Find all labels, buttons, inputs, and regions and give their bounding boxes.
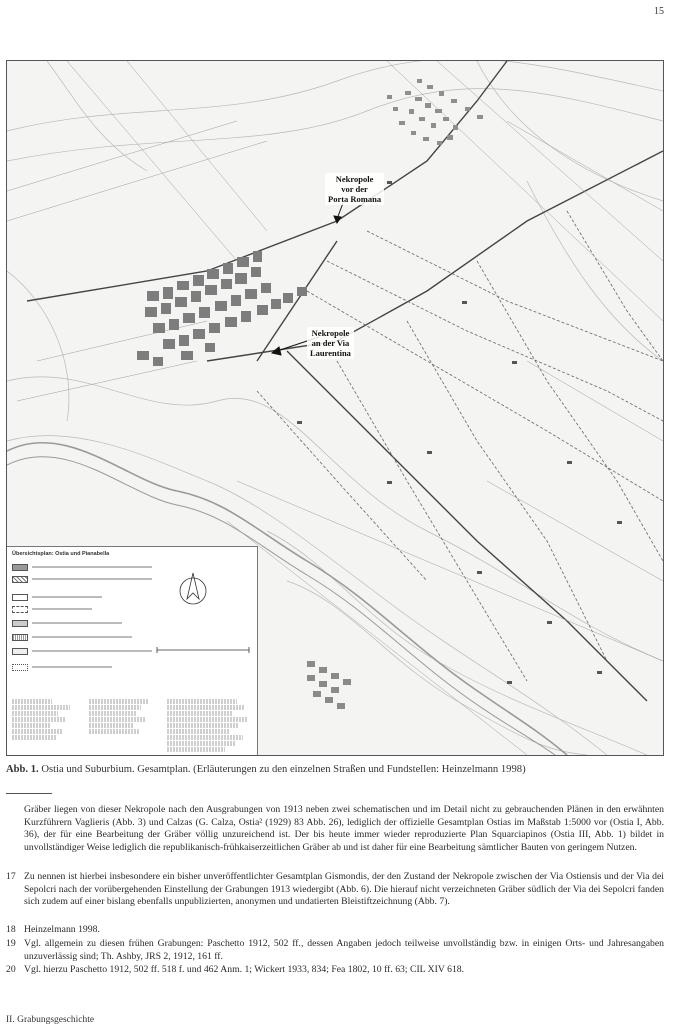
- legend-row: [12, 647, 152, 655]
- site-plan-figure: [6, 60, 664, 756]
- label-nekropole-porta-romana: Nekropole vor der Porta Romana: [325, 173, 384, 205]
- legend-row: [12, 593, 102, 601]
- caption-figure-number: Abb. 1.: [6, 764, 39, 775]
- legend-row: [12, 633, 132, 641]
- label-nekropole-via-laurentina: Nekropole an der Via Laurentina: [307, 327, 354, 359]
- legend-row: [12, 619, 122, 627]
- footnote-rule: [6, 793, 52, 794]
- legend-row: [12, 575, 152, 583]
- figure-caption: [6, 764, 666, 775]
- legend-column: [89, 699, 161, 735]
- legend-row: [12, 663, 112, 671]
- footnote-text: Zu nennen ist hierbei insbesondere ein bisher unveröffentlichter Gesamtplan Gismondis, der den Zustand der Nekropole zwischen der Via Ostiensis und der Via dei Sepolcri nach der vorübergehenden Einstellung der Grabungen 1913 wiedergibt (Abb. 6). Die hierauf nicht verzeichneten Gräber südlich der Via dei Sepolcri fanden sich zudem auf einer bislang ebenfalls unpublizierten, anonymen und undatierten Bleistiftzeichnung (Abb. 7).: [24, 871, 664, 907]
- page-number: 15: [654, 6, 664, 17]
- scale-bar: [155, 645, 251, 655]
- footnote-number: 17: [6, 871, 16, 882]
- footnote-number: 20: [6, 964, 16, 975]
- footnote-text: Heinzelmann 1998.: [24, 924, 100, 935]
- legend-column: [12, 699, 84, 741]
- north-arrow-icon: [175, 569, 211, 609]
- legend-row: [12, 563, 152, 571]
- footnote-number: 19: [6, 938, 16, 949]
- footnote-text: Vgl. allgemein zu diesen frühen Grabungen: Paschetto 1912, 502 ff., dessen Angaben jedoch teilweise unvollständig bzw. in einigen Orts- und Jahresangaben unzuverlässig sind; Th. Ashby, JRS 2, 1912, 161 ff.: [24, 938, 664, 962]
- footnote-number: 18: [6, 924, 16, 935]
- map-legend: [7, 546, 258, 755]
- legend-row: [12, 605, 92, 613]
- footnote-text: Vgl. hierzu Paschetto 1912, 502 ff. 518 f. und 462 Anm. 1; Wickert 1933, 834; Fea 1802, 10 ff. 63; CIL XIV 618.: [24, 964, 465, 975]
- caption-text: Ostia und Suburbium. Gesamtplan. (Erläuterungen zu den einzelnen Straßen und Fundstellen: Heinzelmann 1998): [41, 764, 526, 775]
- legend-column: [167, 699, 253, 753]
- footnote-continuation: Gräber liegen von dieser Nekropole nach den Ausgrabungen von 1913 neben zwei schematischen und im Detail nicht zu gebrauchenden Plänen in den erwähnten Kurzführern Vaglieris (Abb. 3) und Calzas (G. Calza, Ostia² (1929) 83 Abb. 26), lediglich der offizielle Gesamtplan Ostias im Maßstab 1:5000 vor (Ostia I, Abb. 36), der für eine Bearbeitung der Gräber völlig unzureichend ist. Der bis heute immer wieder reproduzierte Plan Squarciapinos (Ostia III, Abb. 1) bildet in unvollständiger Weise lediglich die republikanisch-frühkaiserzeitlichen Gräber ab und ist daher für eine Bearbeitung sämtlicher Bauten von geringem Nutzen.: [24, 804, 664, 853]
- running-footer: II. Grabungsgeschichte: [6, 1015, 95, 1025]
- legend-title: Übersichtsplan: Ostia und Pianabella: [12, 551, 110, 557]
